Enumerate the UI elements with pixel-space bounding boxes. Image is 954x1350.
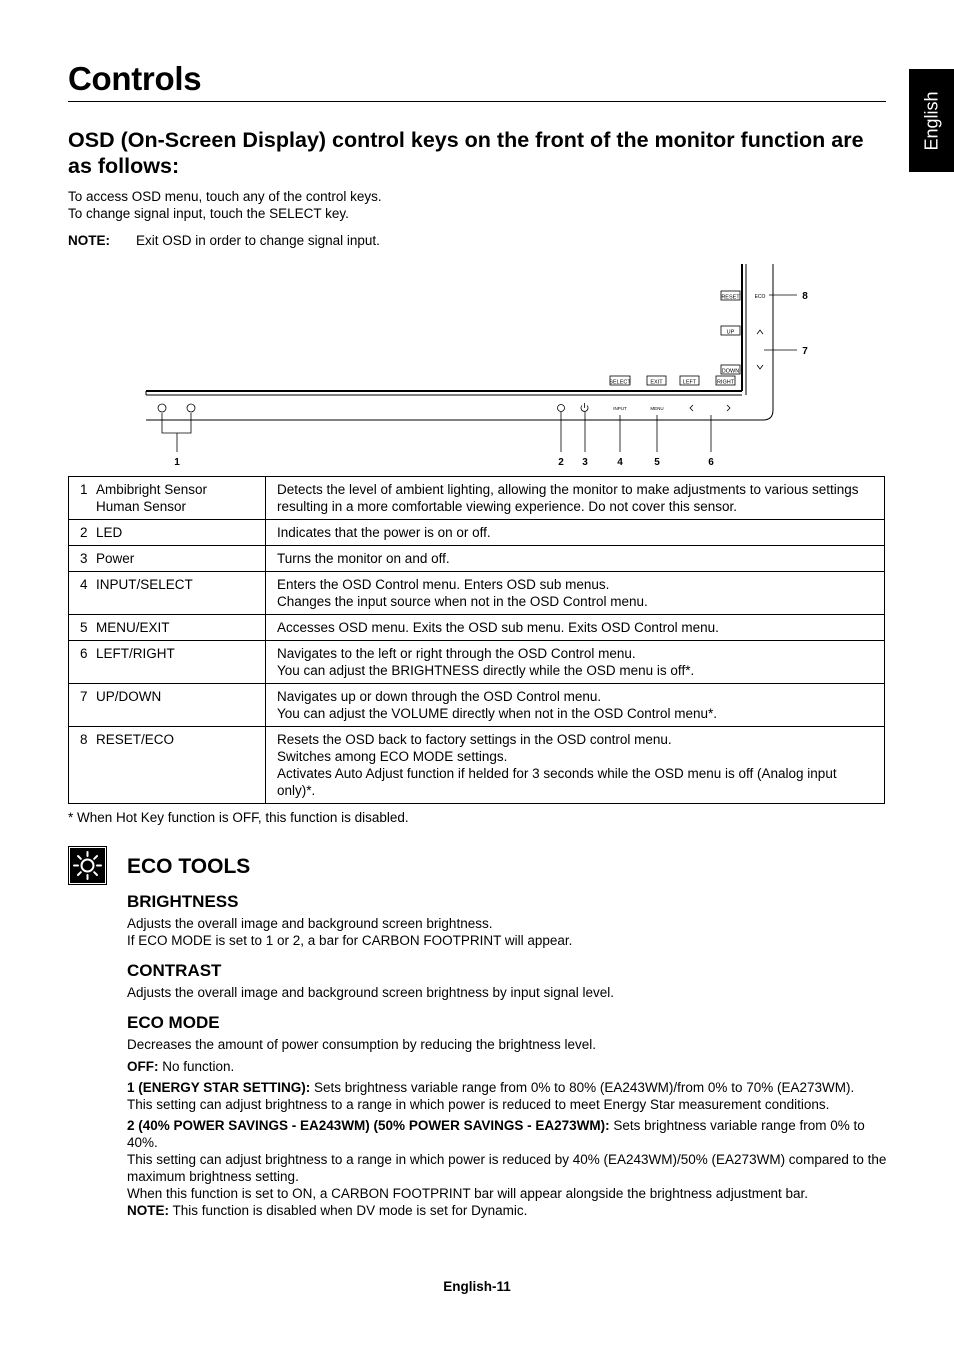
eco-mode-option-2-text: Sets brightness variable range from 0% to 40%. <box>127 1118 865 1150</box>
control-description-line: Indicates that the power is on or off. <box>277 525 491 540</box>
eco-mode-note <box>127 1202 887 1219</box>
control-description-line: Turns the monitor on and off. <box>277 551 450 566</box>
table-row <box>69 684 885 727</box>
eco-tools-icon <box>68 846 107 885</box>
control-name-line: INPUT/SELECT <box>96 577 193 592</box>
control-description-line: Enters the OSD Control menu. Enters OSD sub menus. <box>277 577 610 592</box>
control-description-line: Switches among ECO MODE settings. <box>277 749 508 764</box>
right-key-label: RIGHT <box>716 379 735 386</box>
contrast-title: CONTRAST <box>127 961 222 980</box>
led-icon <box>558 405 565 412</box>
title-rule <box>68 101 886 102</box>
control-description-line: Activates Auto Adjust function if helded for 3 seconds while the OSD menu is off (Analog input only)*. <box>277 766 837 798</box>
control-name-cell <box>69 546 266 572</box>
up-key <box>721 326 740 336</box>
brightness-line-1: Adjusts the overall image and background screen brightness. <box>127 916 493 931</box>
callout-5: 5 <box>654 457 660 468</box>
brightness-line-2: If ECO MODE is set to 1 or 2, a bar for CARBON FOOTPRINT will appear. <box>127 933 573 948</box>
section-heading: OSD (On-Screen Display) control keys on the front of the monitor function are as follows: <box>68 128 864 178</box>
control-description-cell <box>266 520 885 546</box>
control-description-line: Changes the input source when not in the OSD Control menu. <box>277 594 648 609</box>
control-name <box>96 688 161 705</box>
control-name-cell <box>69 727 266 804</box>
intro-line-2: To change signal input, touch the SELECT key. <box>68 206 349 221</box>
eco-mode-off <box>127 1058 887 1075</box>
table-row <box>69 477 885 520</box>
chevron-down-icon <box>757 365 763 369</box>
control-number: 3 <box>80 551 88 566</box>
note-label: NOTE: <box>68 233 110 248</box>
control-name-line: LEFT/RIGHT <box>96 646 175 661</box>
brightness-title: BRIGHTNESS <box>127 892 239 911</box>
input-key-label: INPUT <box>613 406 627 411</box>
reset-key-label: RESET <box>721 294 740 301</box>
table-row <box>69 641 885 684</box>
language-tab-label: English <box>921 90 941 151</box>
eco-mode-off-text: No function. <box>158 1059 235 1074</box>
callout-1: 1 <box>174 457 180 468</box>
eco-mode-option-1-label: 1 (ENERGY STAR SETTING): <box>127 1080 311 1095</box>
down-key <box>721 365 740 375</box>
table-row <box>69 572 885 615</box>
control-name-line: LED <box>96 525 123 540</box>
eco-mode-description <box>127 1036 887 1219</box>
control-number: 4 <box>80 577 88 592</box>
control-description-line: Detects the level of ambient lighting, allowing the monitor to make adjustments to various settings resulting in a more comfortable viewing experience. Do not cover this sensor. <box>277 482 859 514</box>
control-name-cell <box>69 477 266 520</box>
control-description-line: You can adjust the VOLUME directly when not in the OSD Control menu*. <box>277 706 717 721</box>
control-name <box>96 576 193 593</box>
human-sensor-icon <box>187 404 195 412</box>
select-key <box>609 376 631 386</box>
control-description-cell <box>266 641 885 684</box>
chevron-left-icon <box>690 405 693 411</box>
reset-key <box>721 291 740 301</box>
control-name-line: Human Sensor <box>96 499 187 514</box>
eco-mode-option-1-detail: This setting can adjust brightness to a range in which power is reduced to meet Energy Star measurement conditions. <box>127 1097 830 1112</box>
note-text: Exit OSD in order to change signal input. <box>136 233 380 248</box>
exit-key-label: EXIT <box>650 379 663 386</box>
table-row <box>69 546 885 572</box>
control-description-line: Navigates to the left or right through the OSD Control menu. <box>277 646 636 661</box>
control-description-line: Navigates up or down through the OSD Control menu. <box>277 689 602 704</box>
control-description-cell <box>266 727 885 804</box>
down-key-label: DOWN <box>721 368 740 375</box>
eco-mode-option-2-label: 2 (40% POWER SAVINGS - EA243WM) (50% POWER SAVINGS - EA273WM): <box>127 1118 610 1133</box>
control-name <box>96 481 207 515</box>
eco-mode-note-label: NOTE: <box>127 1203 169 1218</box>
chevron-up-icon <box>757 330 763 334</box>
control-name <box>96 524 122 541</box>
control-description-line: Accesses OSD menu. Exits the OSD sub menu. Exits OSD Control menu. <box>277 620 719 635</box>
eco-mode-option-2 <box>127 1117 887 1151</box>
left-key-label: LEFT <box>682 379 697 386</box>
callout-7: 7 <box>802 346 808 357</box>
control-description-cell <box>266 572 885 615</box>
callout-2: 2 <box>558 457 564 468</box>
chevron-right-icon <box>727 405 730 411</box>
power-icon <box>581 403 588 411</box>
control-name-line: UP/DOWN <box>96 689 162 704</box>
eco-key-label: ECO <box>754 294 766 300</box>
control-description-line: Resets the OSD back to factory settings in the OSD control menu. <box>277 732 672 747</box>
control-number: 2 <box>80 525 88 540</box>
control-description-line: You can adjust the BRIGHTNESS directly while the OSD menu is off*. <box>277 663 695 678</box>
control-number: 1 <box>80 482 88 497</box>
up-key-label: UP <box>726 329 735 336</box>
ambibright-sensor-icon <box>158 404 166 412</box>
control-number: 8 <box>80 732 88 747</box>
control-description-cell <box>266 615 885 641</box>
table-row <box>69 520 885 546</box>
controls-table <box>68 476 885 804</box>
control-name-line: Ambibright Sensor <box>96 482 208 497</box>
eco-mode-off-label: OFF: <box>127 1059 159 1074</box>
control-name-cell <box>69 641 266 684</box>
control-description-cell <box>266 684 885 727</box>
intro-note <box>68 232 380 249</box>
footnote: * When Hot Key function is OFF, this function is disabled. <box>68 810 409 825</box>
table-row <box>69 727 885 804</box>
menu-key-label: MENU <box>650 406 664 411</box>
page-title: Controls <box>68 60 202 97</box>
intro-line-1: To access OSD menu, touch any of the control keys. <box>68 189 382 204</box>
callout-3: 3 <box>582 457 588 468</box>
control-number: 5 <box>80 620 88 635</box>
eco-mode-line-1: Decreases the amount of power consumption by reducing the brightness level. <box>127 1037 597 1052</box>
control-number: 6 <box>80 646 88 661</box>
eco-mode-option-2-detail: This setting can adjust brightness to a range in which power is reduced by 40% (EA243WM)/50% (EA273WM) compared to the maximum brightness setting. <box>127 1152 887 1184</box>
control-name-line: RESET/ECO <box>96 732 175 747</box>
monitor-controls-diagram <box>0 255 954 475</box>
eco-mode-note-text: This function is disabled when DV mode is set for Dynamic. <box>169 1203 528 1218</box>
control-name-cell <box>69 615 266 641</box>
callout-8: 8 <box>802 291 808 302</box>
control-name <box>96 619 170 636</box>
contrast-description <box>127 984 887 1001</box>
control-description-cell <box>266 546 885 572</box>
eco-tools-title: ECO TOOLS <box>127 855 251 878</box>
brightness-description <box>127 915 887 949</box>
right-key <box>716 376 735 386</box>
control-name-cell <box>69 572 266 615</box>
exit-key <box>647 376 666 386</box>
eco-mode-option-1-text: Sets brightness variable range from 0% to 80% (EA243WM)/from 0% to 70% (EA273WM). <box>310 1080 855 1095</box>
select-key-label: SELECT <box>609 379 631 386</box>
control-name-cell <box>69 684 266 727</box>
control-name-line: Power <box>96 551 135 566</box>
eco-mode-option-2-carbon: When this function is set to ON, a CARBON FOOTPRINT bar will appear alongside the brightness adjustment bar. <box>127 1186 809 1201</box>
language-tab <box>909 69 954 172</box>
control-name-line: MENU/EXIT <box>96 620 170 635</box>
control-name <box>96 550 134 567</box>
table-row <box>69 615 885 641</box>
eco-mode-option-1 <box>127 1079 887 1096</box>
contrast-line-1: Adjusts the overall image and background screen brightness by input signal level. <box>127 985 615 1000</box>
page-footer: English-11 <box>443 1279 511 1294</box>
left-key <box>680 376 699 386</box>
control-description-cell <box>266 477 885 520</box>
control-name-cell <box>69 520 266 546</box>
control-name <box>96 731 174 748</box>
eco-mode-title: ECO MODE <box>127 1013 220 1032</box>
callout-6: 6 <box>708 457 714 468</box>
control-name <box>96 645 175 662</box>
callout-4: 4 <box>617 457 623 468</box>
control-number: 7 <box>80 689 88 704</box>
